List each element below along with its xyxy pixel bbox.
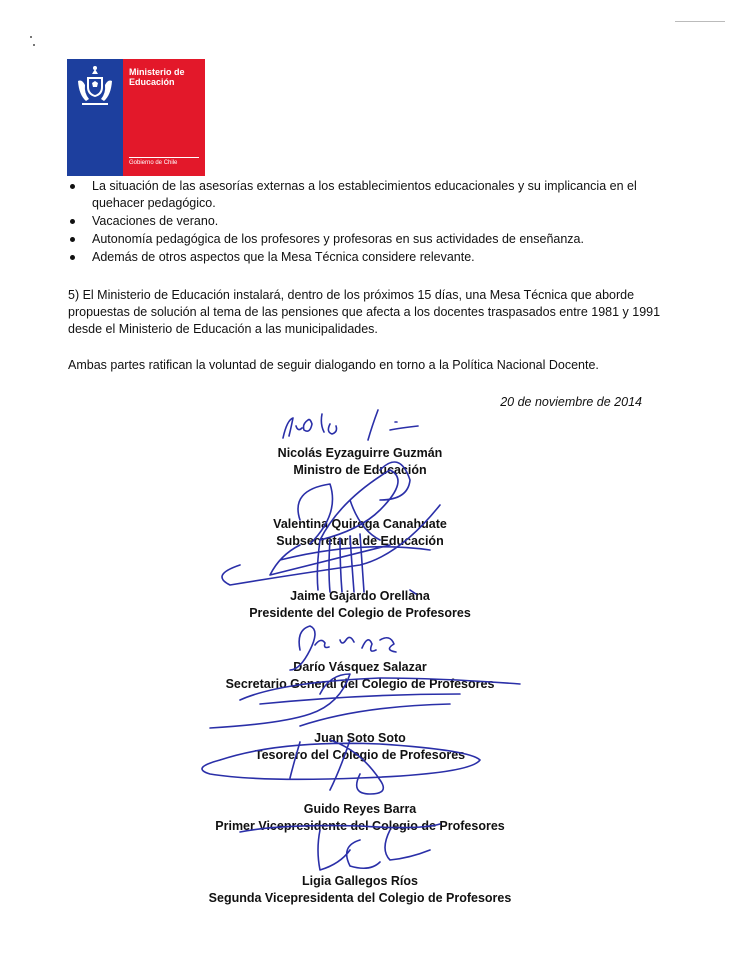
- list-item-text: Además de otros aspectos que la Mesa Técnica considere relevante.: [92, 250, 475, 264]
- logo-red-panel: [123, 59, 205, 176]
- signatory-treasurer: [150, 730, 570, 764]
- signatory-name: Nicolás Eyzaguirre Guzmán: [277, 446, 443, 460]
- bullet-icon: [70, 184, 75, 189]
- signatory-secretary-general: [150, 659, 570, 693]
- signatory-role: Subsecretaria de Educación: [276, 534, 444, 548]
- signatory-name: Ligia Gallegos Ríos: [302, 874, 418, 888]
- signatory-name: Guido Reyes Barra: [303, 802, 417, 816]
- paragraph-5: 5) El Ministerio de Educación instalará, dentro de los próximos 15 días, una Mesa Técnica que aborde propuestas de solución al tema de las pensiones que afecta a los docentes traspasados entre 1981 y 1991 desde el Ministerio de Educación a las municipalidades.: [68, 288, 661, 336]
- signatory-undersecretary: [150, 516, 570, 550]
- document-date: 20 de noviembre de 2014: [500, 395, 642, 409]
- topics-list: [68, 178, 668, 267]
- signatory-name: Darío Vásquez Salazar: [293, 660, 427, 674]
- list-item: [68, 249, 668, 266]
- list-item: [68, 213, 668, 230]
- scan-speck: [30, 36, 32, 38]
- signatory-role: Ministro de Educación: [293, 463, 427, 477]
- scan-speck: [675, 21, 725, 22]
- list-item: [68, 231, 668, 248]
- signatory-name: Valentina Quiroga Canahuate: [273, 517, 447, 531]
- bullet-icon: [70, 219, 75, 224]
- signatory-minister: [150, 445, 570, 479]
- signatory-role: Segunda Vicepresidenta del Colegio de Profesores: [208, 891, 512, 905]
- list-item: [68, 178, 668, 212]
- signature-minister: [283, 410, 418, 440]
- bullet-icon: [70, 255, 75, 260]
- signatory-role: Secretario General del Colegio de Profesores: [225, 677, 495, 691]
- ministry-logo: [67, 59, 205, 176]
- signatory-name: Juan Soto Soto: [314, 731, 406, 745]
- signatory-first-vice-president: [150, 801, 570, 835]
- list-item-text: Autonomía pedagógica de los profesores y profesoras en sus actividades de enseñanza.: [92, 232, 584, 246]
- logo-government-text: Gobierno de Chile: [129, 160, 178, 166]
- logo-blue-panel: [67, 59, 123, 176]
- signatory-name: Jaime Gajardo Orellana: [290, 589, 430, 603]
- signatory-role: Primer Vicepresidente del Colegio de Profesores: [215, 819, 505, 833]
- scan-speck: [33, 44, 35, 46]
- list-item-text: Vacaciones de verano.: [92, 214, 219, 228]
- logo-ministry-text: Ministerio de Educación: [129, 67, 185, 87]
- list-item-text: La situación de las asesorías externas a los establecimientos educacionales y su implicancia en el quehacer pedagógico.: [92, 179, 637, 210]
- ratification-statement: Ambas partes ratifican la voluntad de seguir dialogando en torno a la Política Nacional Docente.: [68, 358, 599, 372]
- signatory-role: Tesorero del Colegio de Profesores: [254, 748, 466, 762]
- coat-of-arms-icon: [72, 65, 118, 107]
- logo-divider: [129, 157, 199, 158]
- bullet-icon: [70, 237, 75, 242]
- signatory-role: Presidente del Colegio de Profesores: [249, 606, 471, 620]
- signatory-second-vice-president: [150, 873, 570, 907]
- signatory-president: [150, 588, 570, 622]
